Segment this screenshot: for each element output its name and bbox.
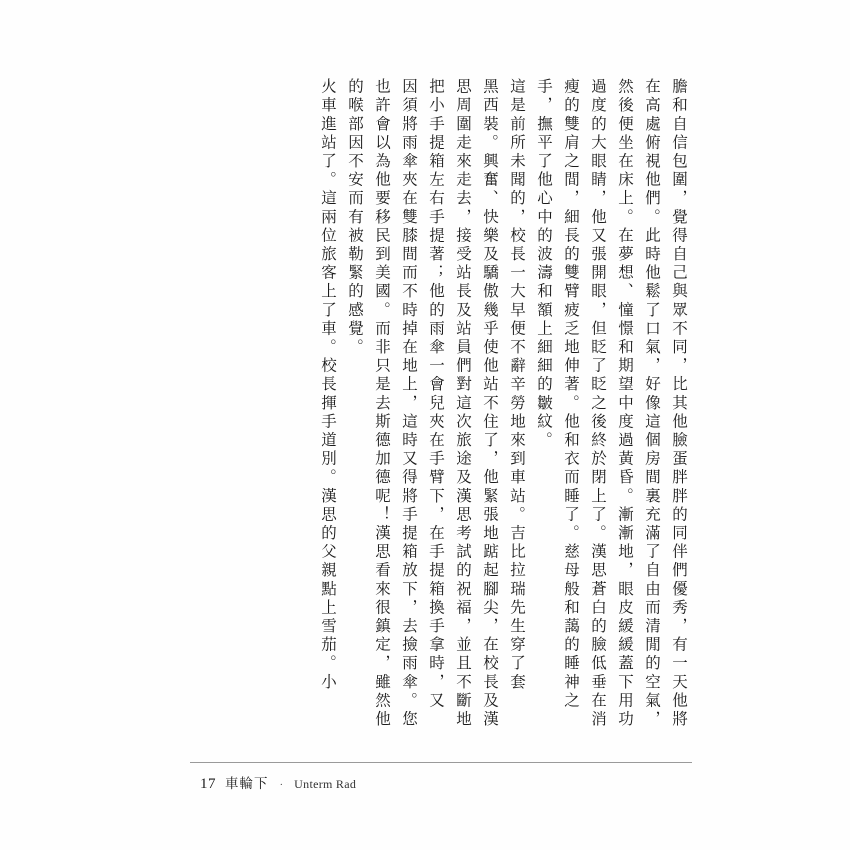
text-column: 火車進站了。這兩位旅客上了車。校長揮手道別。漢思的父親點上雪茄。小 <box>319 78 337 692</box>
running-title-separator: · <box>279 779 284 791</box>
text-column: 因須將雨傘夾在雙膝間而不時掉在地上，這時又得將手提箱放下，去撿雨傘。您 <box>400 78 418 729</box>
text-column: 也許會以為他要移民到美國。而非只是去斯德加德呢！漢思看來很鎮定，雖然他 <box>373 78 391 729</box>
running-title-latin: Unterm Rad <box>294 777 357 791</box>
text-column: 過度的大眼睛，他又張開眼，但眨了眨之後終於閉上了。漢思蒼白的臉低垂在消 <box>589 78 607 729</box>
text-column: 黑西裝。興奮、快樂及驕傲幾乎使他站不住了，他緊張地踮起腳尖，在校長及漢 <box>481 78 499 729</box>
text-column: 在高處俯視他們。此時他鬆了口氣，好像這個房間裏充滿了自由而清閒的空氣， <box>643 78 661 729</box>
footer-divider <box>190 762 692 763</box>
text-column: 瘦的雙肩之間，細長的雙臂疲乏地伸著。他和衣而睡了。慈母般和藹的睡神之 <box>562 78 580 711</box>
text-column: 膽和自信包圍，覺得自己與眾不同，比其他臉蛋胖胖的同伴們優秀，有一天他將 <box>670 78 688 729</box>
text-column: 然後便坐在床上。在夢想、憧憬和期望中度過黃昏。漸漸地，眼皮緩緩蓋下用功 <box>616 78 634 729</box>
text-column: 思周圍走來走去，接受站長及站員們對這次旅途及漢思考試的祝福，並且不斷地 <box>454 78 472 729</box>
page-footer <box>200 772 356 793</box>
running-title: 車輪下 <box>225 776 269 792</box>
vertical-text-body <box>190 78 692 729</box>
text-column: 的喉部因不安而有被勒緊的感覺。 <box>346 78 364 357</box>
page-number: 17 <box>200 776 216 792</box>
text-column: 把小手提箱左右手提著；他的雨傘一會兒夾在手臂下，在手提箱換手拿時，又 <box>427 78 445 711</box>
text-column: 手，撫平了他心中的波濤和額上細細的皺紋。 <box>535 78 553 450</box>
text-column: 這是前所未聞的，校長一大早便不辭辛勞地來到車站。吉比拉瑞先生穿了套 <box>508 78 526 692</box>
